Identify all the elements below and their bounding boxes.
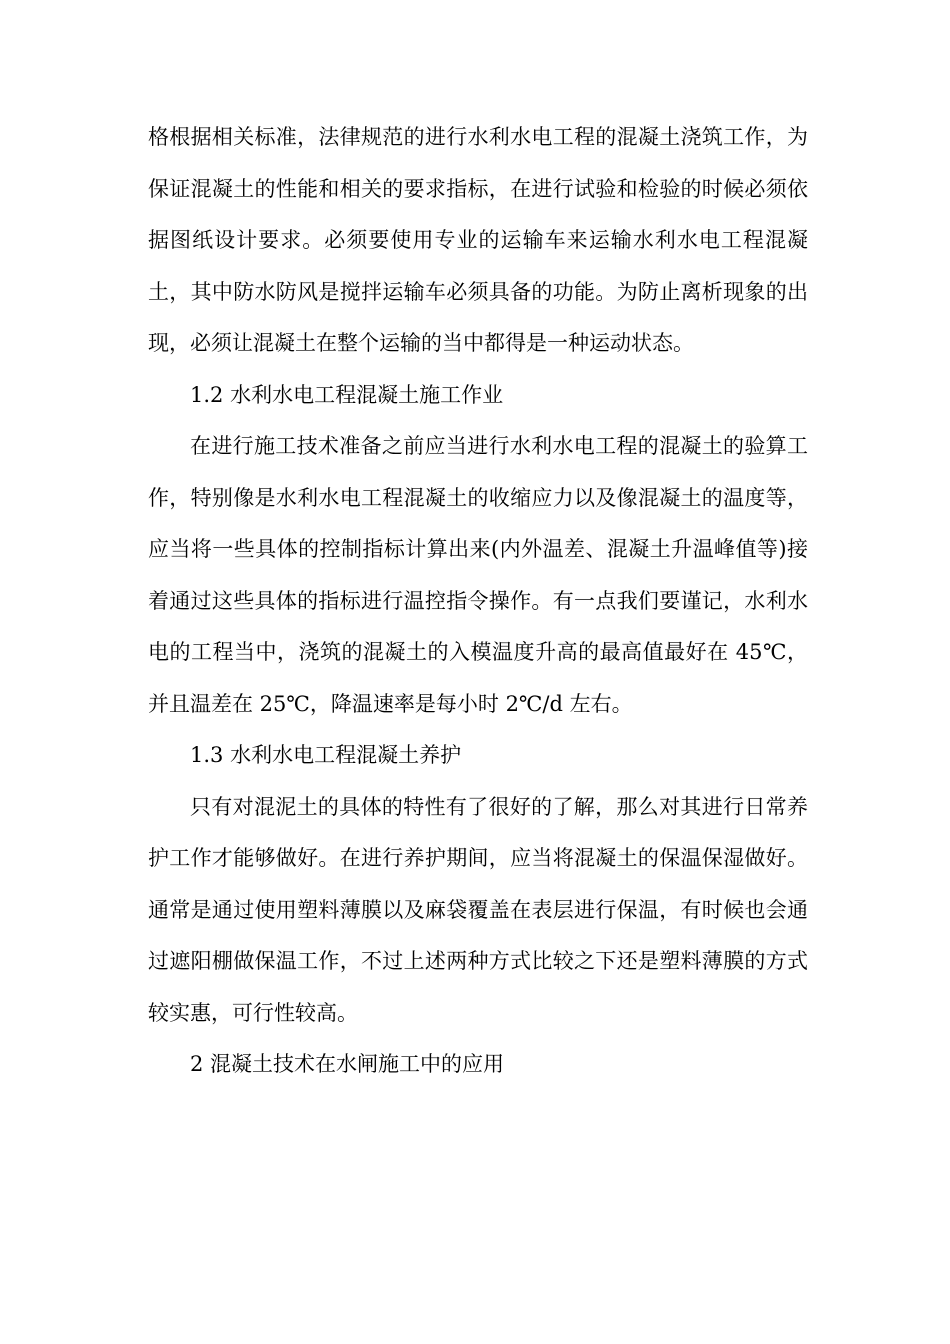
document-body <box>148 112 808 1091</box>
section-heading-1-3: 1.3 水利水电工程混凝土养护 <box>190 743 462 767</box>
paragraph-curing: 只有对混泥土的具体的特性有了很好的了解，那么对其进行日常养护工作才能够做好。在进行养护期间，应当将混凝土的保温保湿做好。通常是通过使用塑料薄膜以及麻袋覆盖在表层进行保温，有时候也会通过遮阳棚做保温工作，不过上述两种方式比较之下还是塑料薄膜的方式较实惠，可行性较高。 <box>148 794 808 1025</box>
paragraph-construction: 在进行施工技术准备之前应当进行水利水电工程的混凝土的验算工作，特别像是水利水电工程混凝土的收缩应力以及像混凝土的温度等，应当将一些具体的控制指标计算出来(内外温差、混凝土升温峰值等)接着通过这些具体的指标进行温控指令操作。有一点我们要谨记，水利水电的工程当中，浇筑的混凝土的入模温度升高的最高值最好在 45℃，并且温差在 25℃，降温速率是每小时 2℃/d 左右。 <box>148 434 808 716</box>
section-heading-2: 2 混凝土技术在水闸施工中的应用 <box>190 1052 505 1076</box>
section-heading-1-2: 1.2 水利水电工程混凝土施工作业 <box>190 382 504 407</box>
paragraph-continued: 格根据相关标准，法律规范的进行水利水电工程的混凝土浇筑工作，为保证混凝土的性能和相关的要求指标，在进行试验和检验的时候必须依据图纸设计要求。必须要使用专业的运输车来运输水利水电工程混凝土，其中防水防风是搅拌运输车必须具备的功能。为防止离析现象的出现，必须让混凝土在整个运输的当中都得是一种运动状态。 <box>148 125 808 355</box>
